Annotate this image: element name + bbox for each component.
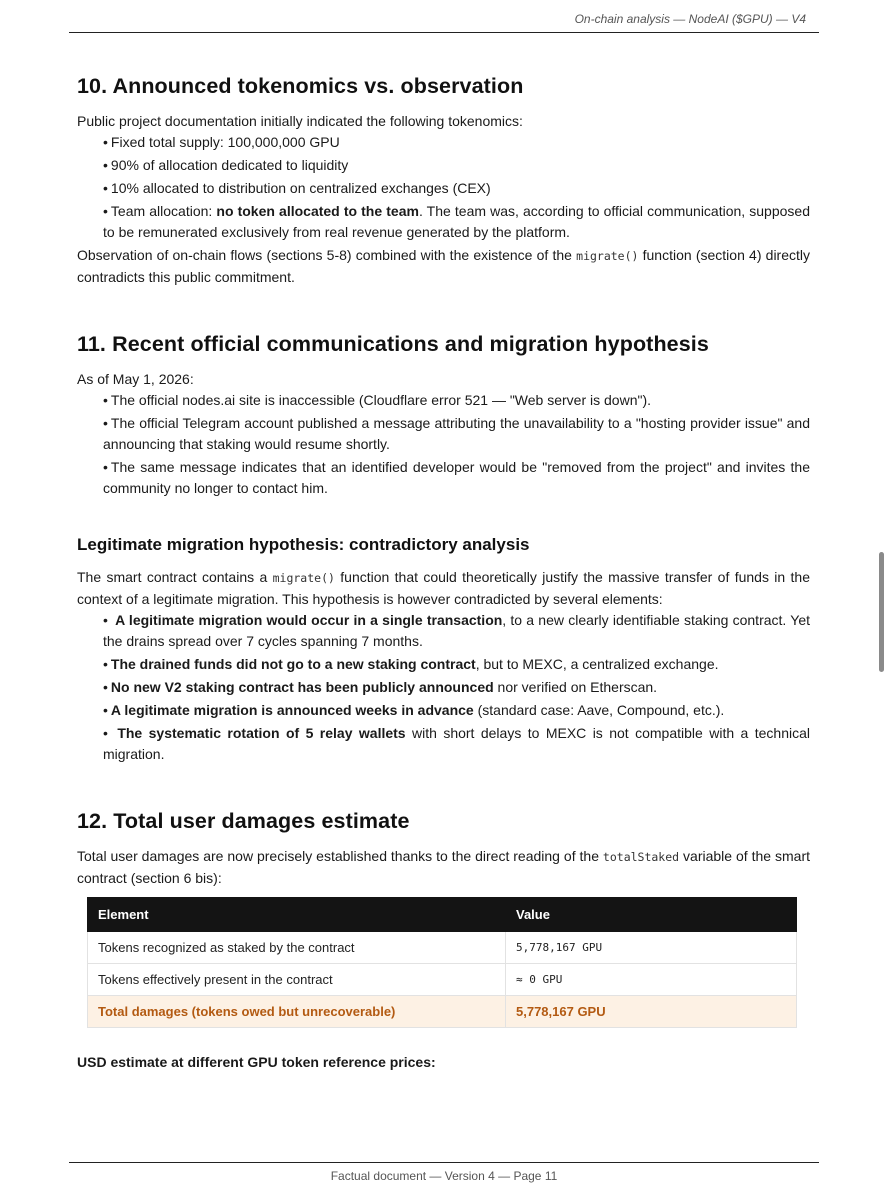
list-item: • A legitimate migration is announced weeks in advance (standard case: Aave, Compound, etc.). (103, 702, 725, 718)
table-cell: 5,778,167 GPU (506, 996, 797, 1028)
list-item: • The systematic rotation of 5 relay wallets with short delays to MEXC is not compatible with a technical migration. (103, 725, 810, 762)
vertical-scrollbar[interactable] (879, 552, 884, 672)
list-item: • 90% of allocation dedicated to liquidity (103, 157, 349, 173)
table-cell: Total damages (tokens owed but unrecoverable) (88, 996, 506, 1028)
footer-divider (69, 1162, 819, 1163)
communications-list (77, 390, 810, 499)
list-item: • Fixed total supply: 100,000,000 GPU (103, 134, 340, 150)
table-header-row (88, 898, 797, 932)
section-11-heading: 11. Recent official communications and migration hypothesis (77, 332, 709, 356)
usd-estimate-label: USD estimate at different GPU token reference prices: (77, 1054, 436, 1070)
list-item: • 10% allocated to distribution on centralized exchanges (CEX) (103, 180, 491, 196)
column-header-element: Element (88, 898, 506, 932)
list-item: • No new V2 staking contract has been publicly announced nor verified on Etherscan. (103, 679, 658, 695)
damages-table (87, 897, 797, 1028)
column-header-value: Value (506, 898, 797, 932)
list-item: • The official nodes.ai site is inaccessible (Cloudflare error 521 — "Web server is down"). (103, 392, 652, 408)
section-11-intro: As of May 1, 2026: (77, 371, 194, 387)
list-item: • The official Telegram account published a message attributing the unavailability to a "hosting provider issue" and announcing that staking would resume shortly. (103, 415, 810, 452)
contradictions-list (77, 610, 810, 765)
section-12-intro: Total user damages are now precisely established thanks to the direct reading of the totalStaked variable of the smart contract (section 6 bis): (77, 848, 810, 886)
table-cell: Tokens recognized as staked by the contract (88, 932, 506, 964)
list-item: • A legitimate migration would occur in a single transaction, to a new clearly identifiable staking contract. Yet the drains spread over 7 cycles spanning 7 months. (103, 612, 810, 649)
migration-hypothesis-heading: Legitimate migration hypothesis: contradictory analysis (77, 535, 530, 554)
migration-hypothesis-intro: The smart contract contains a migrate() function that could theoretically justify the massive transfer of funds in the context of a legitimate migration. This hypothesis is however contradicted by several elements: (77, 569, 810, 607)
table-cell: 5,778,167 GPU (506, 932, 797, 964)
total-row (88, 996, 797, 1028)
header-divider (69, 32, 819, 33)
section-10-intro: Public project documentation initially indicated the following tokenomics: (77, 113, 523, 129)
list-item: • The drained funds did not go to a new staking contract, but to MEXC, a centralized exchange. (103, 656, 719, 672)
running-header: On-chain analysis — NodeAI ($GPU) — V4 (574, 12, 806, 26)
list-item: • Team allocation: no token allocated to the team. The team was, according to official communication, supposed to be remunerated exclusively from real revenue generated by the platform. (103, 203, 810, 240)
section-10-observation: Observation of on-chain flows (sections 5-8) combined with the existence of the migrate() function (section 4) directly contradicts this public commitment. (77, 247, 811, 285)
table-cell: ≈ 0 GPU (506, 964, 797, 996)
table-row (88, 932, 797, 964)
table-row (88, 964, 797, 996)
page-content (77, 74, 810, 1070)
table-cell: Tokens effectively present in the contract (88, 964, 506, 996)
section-12-heading: 12. Total user damages estimate (77, 809, 410, 833)
tokenomics-list (77, 132, 810, 243)
section-10-heading: 10. Announced tokenomics vs. observation (77, 74, 524, 98)
page-footer: Factual document — Version 4 — Page 11 (330, 1169, 558, 1183)
list-item: • The same message indicates that an identified developer would be "removed from the project" and invites the community no longer to contact him. (103, 459, 810, 496)
